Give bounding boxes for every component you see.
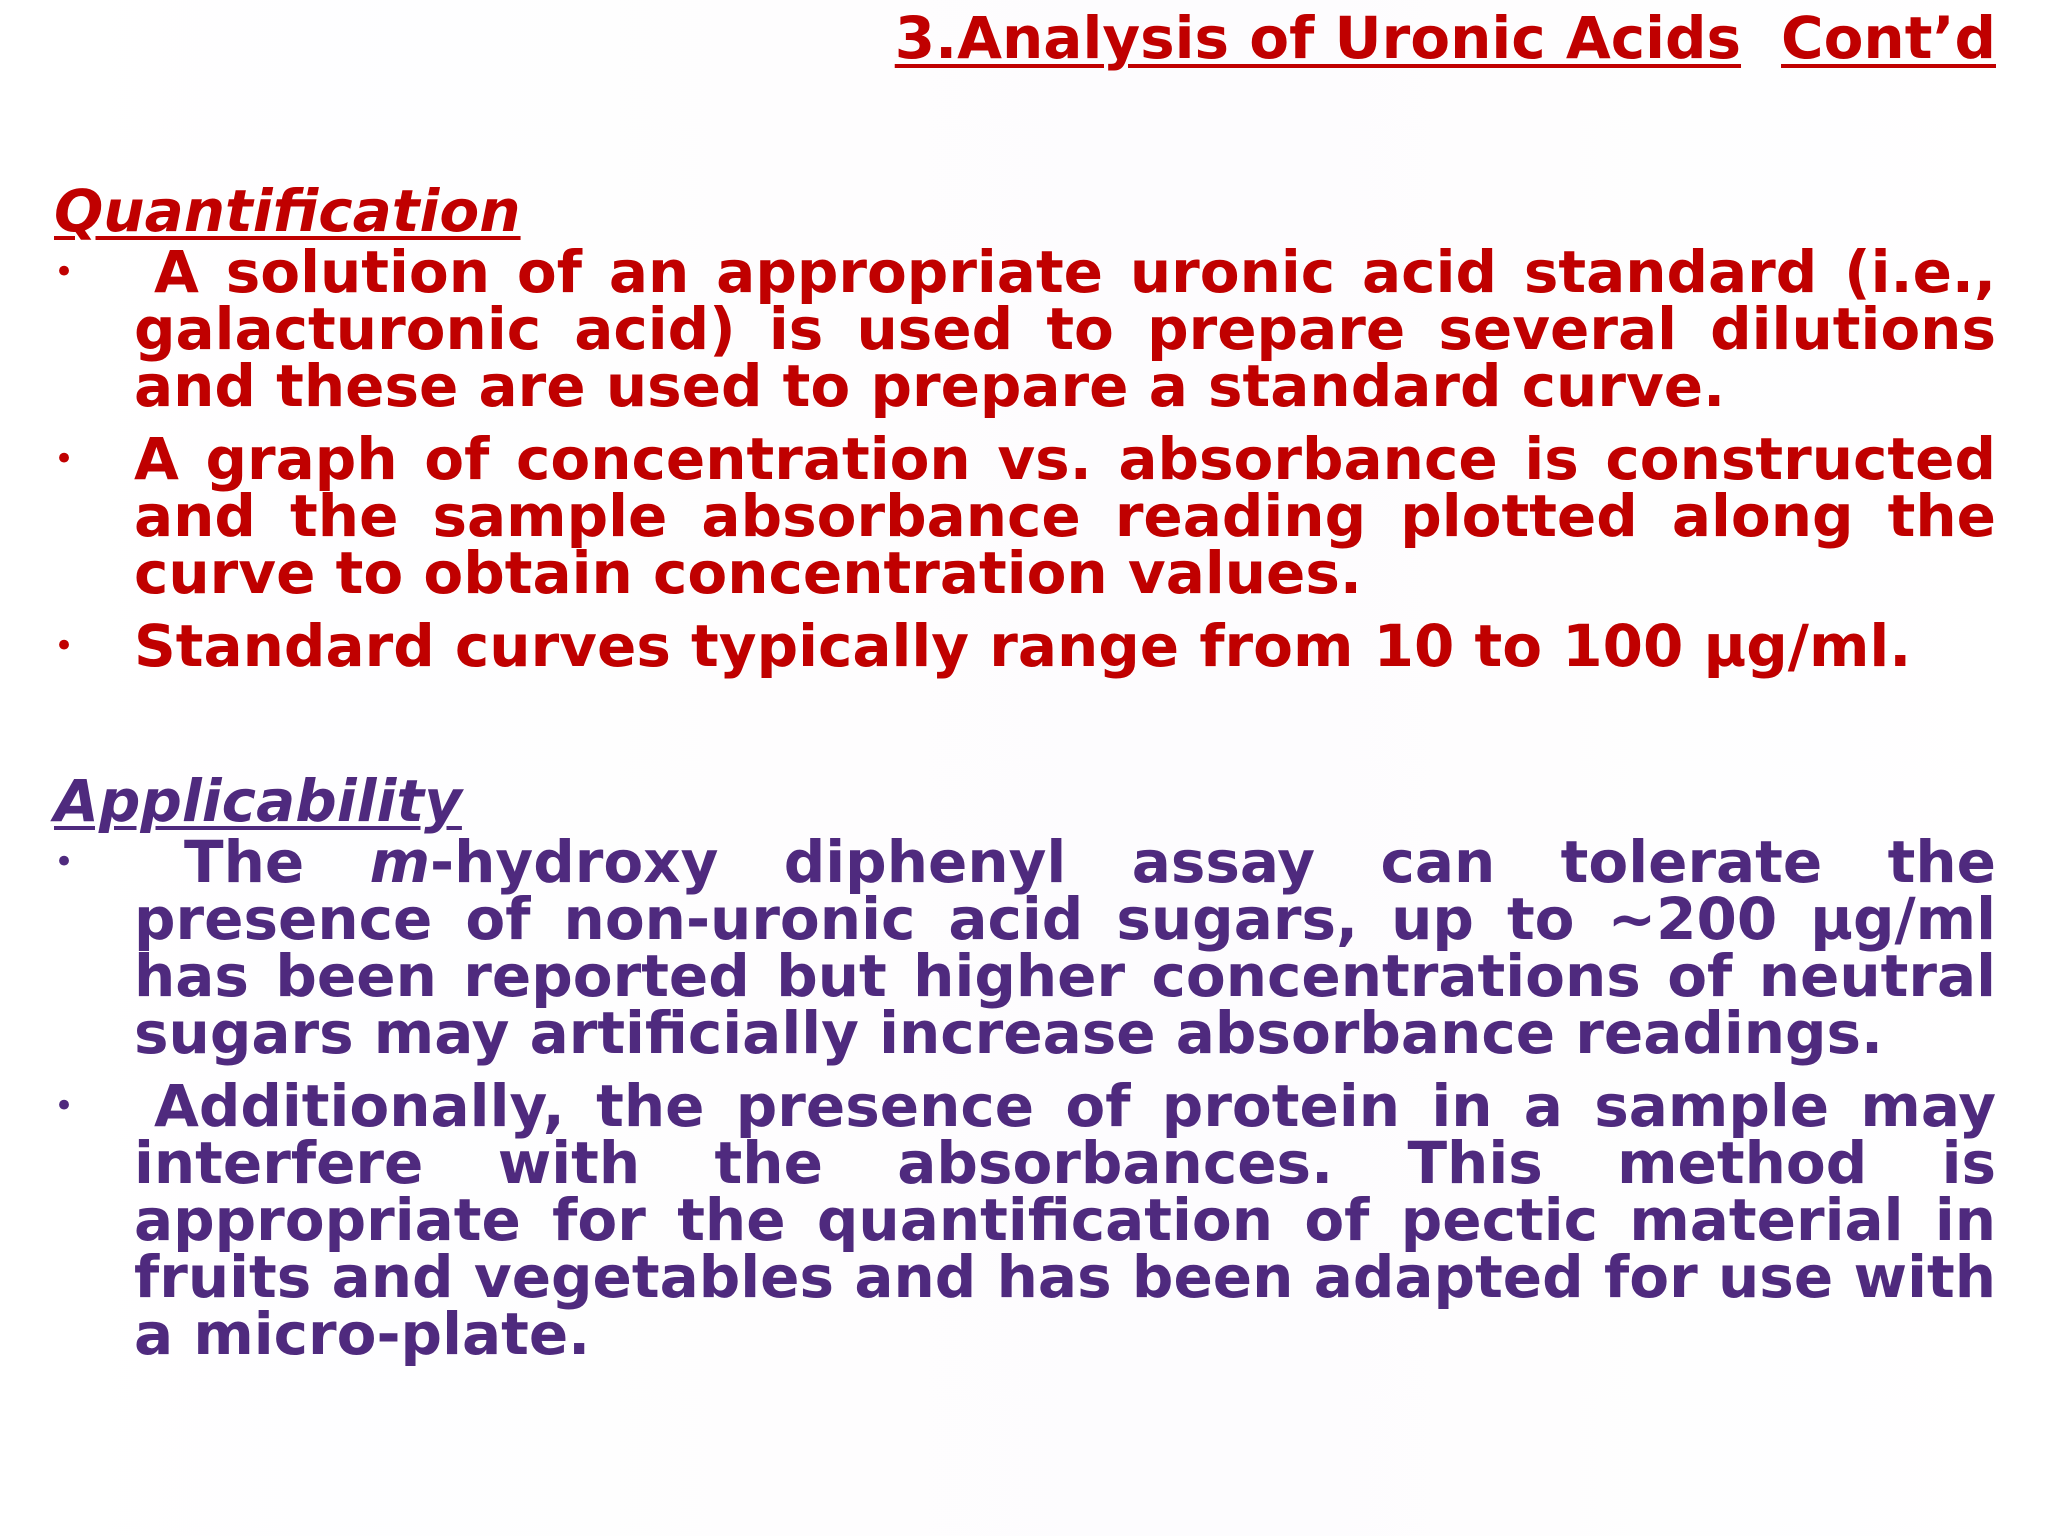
applicability-bullet-1-pre: The	[184, 828, 370, 896]
applicability-bullet-1-post: -hydroxy diphenyl assay can tolerate the presence of non-uronic acid sugars, up to ~200 µg/ml has been reported but higher concentrations of neutral sugars may artificially increase absorbance readings.	[134, 828, 1996, 1067]
quantification-bullet-1: A solution of an appropriate uronic acid standard (i.e., galacturonic acid) is used to prepare several dilutions and these are used to prepare a standard curve.	[134, 238, 1996, 420]
applicability-bullet-2: Additionally, the presence of protein in a sample may interfere with the absorbances. This method is appropriate for the quantification of pectic material in fruits and vegetables and has been adapted for use with a micro-plate.	[134, 1072, 1996, 1368]
quantification-bullet-2: A graph of concentration vs. absorbance is constructed and the sample absorbance reading plotted along the curve to obtain concentration values.	[134, 425, 1996, 607]
applicability-list	[54, 828, 1996, 1368]
slide-title-contd: Cont’d	[1781, 4, 1996, 72]
bullet-icon: •	[54, 626, 75, 666]
slide-title-main: 3.Analysis of Uronic Acids	[894, 4, 1742, 72]
list-item	[54, 238, 1996, 420]
quantification-heading: Quantification	[54, 177, 521, 245]
applicability-section	[54, 768, 1996, 1379]
slide-title	[895, 4, 1996, 72]
quantification-list	[54, 238, 1996, 680]
list-item	[54, 828, 1996, 1067]
quantification-section	[54, 178, 1996, 691]
quantification-bullet-3: Standard curves typically range from 10 to 100 µg/ml.	[134, 612, 1912, 680]
bullet-icon: •	[54, 842, 75, 882]
applicability-heading: Applicability	[54, 767, 462, 835]
list-item	[54, 612, 1996, 680]
list-item	[54, 425, 1996, 607]
applicability-bullet-1-italic: m	[369, 828, 431, 896]
bullet-icon: •	[54, 1086, 75, 1126]
bullet-icon: •	[54, 439, 75, 479]
list-item	[54, 1072, 1996, 1368]
bullet-icon: •	[54, 252, 75, 292]
